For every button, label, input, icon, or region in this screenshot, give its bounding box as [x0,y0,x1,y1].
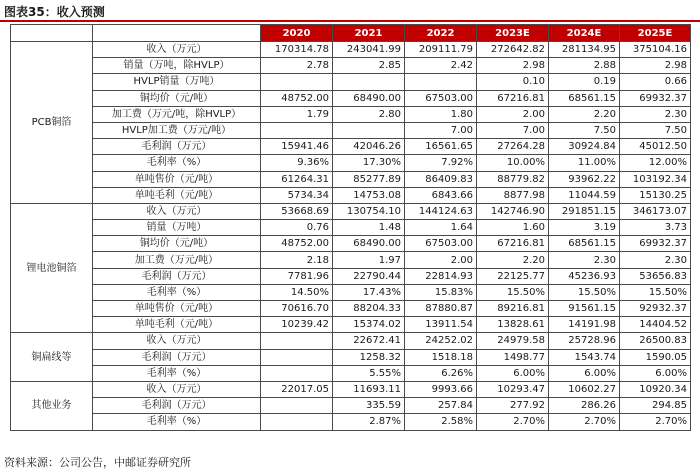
segment-label: 其他业务 [11,381,93,430]
value-cell: 26500.83 [620,333,691,349]
value-cell: 10293.47 [477,381,549,397]
value-cell: 91561.15 [549,301,620,317]
value-cell: 89216.81 [477,301,549,317]
value-cell: 6.00% [477,365,549,381]
column-header: 2021 [333,25,405,42]
value-cell: 24979.58 [477,333,549,349]
value-cell: 14.50% [261,284,333,300]
value-cell: 13911.54 [405,317,477,333]
value-cell: 103192.34 [620,171,691,187]
metric-label: 毛利润（万元） [93,139,261,155]
value-cell: 2.87% [333,414,405,430]
value-cell: 15.83% [405,284,477,300]
metric-label: 铜均价（元/吨） [93,236,261,252]
value-cell: 6843.66 [405,187,477,203]
column-header: 2025E [620,25,691,42]
value-cell: 10.00% [477,155,549,171]
value-cell: 86409.83 [405,171,477,187]
value-cell: 3.73 [620,220,691,236]
table-row [11,220,691,236]
value-cell: 67216.81 [477,236,549,252]
metric-label: 毛利率（%） [93,365,261,381]
metric-label: 加工费（万元/吨） [93,252,261,268]
value-cell: 14753.08 [333,187,405,203]
forecast-table [10,24,691,431]
header-row [11,25,691,42]
value-cell: 87880.87 [405,301,477,317]
value-cell: 142746.90 [477,203,549,219]
value-cell [261,365,333,381]
value-cell: 10239.42 [261,317,333,333]
value-cell: 7781.96 [261,268,333,284]
column-header: 2022 [405,25,477,42]
value-cell: 15941.46 [261,139,333,155]
table-row [11,414,691,430]
value-cell: 286.26 [549,398,620,414]
value-cell: 14191.98 [549,317,620,333]
value-cell: 2.78 [261,58,333,74]
value-cell: 48752.00 [261,236,333,252]
segment-label: 铜扁线等 [11,333,93,382]
value-cell: 88779.82 [477,171,549,187]
value-cell: 22790.44 [333,268,405,284]
value-cell: 45236.93 [549,268,620,284]
value-cell: 2.80 [333,106,405,122]
value-cell: 92932.37 [620,301,691,317]
value-cell: 1.80 [405,106,477,122]
value-cell: 2.98 [620,58,691,74]
value-cell: 2.70% [477,414,549,430]
metric-label: 毛利润（万元） [93,398,261,414]
value-cell: 15.50% [620,284,691,300]
metric-label: 毛利率（%） [93,414,261,430]
value-cell [333,74,405,90]
value-cell: 68561.15 [549,90,620,106]
metric-label: 销量（万吨，除HVLP） [93,58,261,74]
value-cell: 346173.07 [620,203,691,219]
figure-title: 图表35：收入预测 [4,5,105,19]
value-cell: 1.79 [261,106,333,122]
value-cell: 69932.37 [620,90,691,106]
value-cell: 7.50 [620,122,691,138]
value-cell: 22672.41 [333,333,405,349]
value-cell: 2.98 [477,58,549,74]
value-cell: 1.64 [405,220,477,236]
column-header: 2023E [477,25,549,42]
column-header: 2020 [261,25,333,42]
metric-label: HVLP加工费（万元/吨） [93,122,261,138]
value-cell: 11044.59 [549,187,620,203]
value-cell [261,333,333,349]
header-blank [93,25,261,42]
value-cell: 85277.89 [333,171,405,187]
table-row [11,365,691,381]
segment-label: PCB铜箔 [11,42,93,204]
value-cell: 45012.50 [620,139,691,155]
table-row [11,106,691,122]
value-cell: 15130.25 [620,187,691,203]
value-cell: 6.00% [620,365,691,381]
value-cell: 2.20 [477,252,549,268]
value-cell: 2.00 [477,106,549,122]
value-cell: 7.00 [405,122,477,138]
value-cell: 22814.93 [405,268,477,284]
source-note: 资料来源：公司公告，中邮证券研究所 [4,456,191,469]
value-cell: 144124.63 [405,203,477,219]
value-cell: 9.36% [261,155,333,171]
value-cell: 15.50% [477,284,549,300]
table-row [11,252,691,268]
value-cell: 48752.00 [261,90,333,106]
value-cell: 277.92 [477,398,549,414]
value-cell: 1543.74 [549,349,620,365]
metric-label: 加工费（万元/吨，除HVLP） [93,106,261,122]
value-cell: 22125.77 [477,268,549,284]
value-cell: 17.30% [333,155,405,171]
value-cell: 17.43% [333,284,405,300]
value-cell: 8877.98 [477,187,549,203]
value-cell: 1.97 [333,252,405,268]
table-row [11,381,691,397]
value-cell: 243041.99 [333,42,405,58]
value-cell: 68490.00 [333,90,405,106]
value-cell: 10920.34 [620,381,691,397]
table-row [11,203,691,219]
metric-label: 收入（万元） [93,381,261,397]
table-row [11,268,691,284]
value-cell: 1590.05 [620,349,691,365]
value-cell [405,74,477,90]
value-cell: 93962.22 [549,171,620,187]
value-cell: 281134.95 [549,42,620,58]
value-cell: 61264.31 [261,171,333,187]
metric-label: 毛利率（%） [93,155,261,171]
value-cell: 2.18 [261,252,333,268]
value-cell: 2.30 [549,252,620,268]
value-cell: 1.48 [333,220,405,236]
value-cell: 209111.79 [405,42,477,58]
value-cell: 0.66 [620,74,691,90]
value-cell [261,414,333,430]
metric-label: HVLP销量（万吨） [93,74,261,90]
table-row [11,171,691,187]
value-cell: 2.42 [405,58,477,74]
value-cell: 6.26% [405,365,477,381]
value-cell: 7.00 [477,122,549,138]
table-row [11,58,691,74]
value-cell: 69932.37 [620,236,691,252]
value-cell: 24252.02 [405,333,477,349]
metric-label: 单吨售价（元/吨） [93,301,261,317]
value-cell: 22017.05 [261,381,333,397]
value-cell: 6.00% [549,365,620,381]
metric-label: 单吨毛利（元/吨） [93,187,261,203]
value-cell [261,74,333,90]
value-cell: 11.00% [549,155,620,171]
table-row [11,236,691,252]
table-row [11,42,691,58]
value-cell: 42046.26 [333,139,405,155]
value-cell: 67503.00 [405,90,477,106]
metric-label: 单吨毛利（元/吨） [93,317,261,333]
metric-label: 毛利率（%） [93,284,261,300]
value-cell: 16561.65 [405,139,477,155]
value-cell: 13828.61 [477,317,549,333]
value-cell: 294.85 [620,398,691,414]
value-cell: 2.58% [405,414,477,430]
value-cell: 53668.69 [261,203,333,219]
value-cell: 27264.28 [477,139,549,155]
table-row [11,74,691,90]
value-cell: 88204.33 [333,301,405,317]
value-cell: 53656.83 [620,268,691,284]
table-row [11,284,691,300]
value-cell: 272642.82 [477,42,549,58]
table-row [11,155,691,171]
table-row [11,398,691,414]
value-cell: 10602.27 [549,381,620,397]
value-cell: 68490.00 [333,236,405,252]
table-row [11,90,691,106]
value-cell: 11693.11 [333,381,405,397]
value-cell: 15374.02 [333,317,405,333]
table-row [11,122,691,138]
table-row [11,187,691,203]
metric-label: 销量（万吨） [93,220,261,236]
value-cell: 291851.15 [549,203,620,219]
value-cell: 70616.70 [261,301,333,317]
segment-label: 锂电池铜箔 [11,203,93,333]
value-cell: 12.00% [620,155,691,171]
value-cell: 335.59 [333,398,405,414]
metric-label: 单吨售价（元/吨） [93,171,261,187]
value-cell: 2.00 [405,252,477,268]
value-cell: 67216.81 [477,90,549,106]
table-row [11,139,691,155]
table-row [11,333,691,349]
value-cell: 7.92% [405,155,477,171]
value-cell: 1518.18 [405,349,477,365]
header-blank [11,25,93,42]
value-cell: 5.55% [333,365,405,381]
value-cell: 1498.77 [477,349,549,365]
value-cell: 0.19 [549,74,620,90]
value-cell: 2.88 [549,58,620,74]
value-cell [261,122,333,138]
column-header: 2024E [549,25,620,42]
value-cell: 257.84 [405,398,477,414]
metric-label: 毛利润（万元） [93,349,261,365]
value-cell: 1258.32 [333,349,405,365]
value-cell: 375104.16 [620,42,691,58]
value-cell: 30924.84 [549,139,620,155]
value-cell: 2.85 [333,58,405,74]
metric-label: 毛利润（万元） [93,268,261,284]
value-cell [261,349,333,365]
metric-label: 收入（万元） [93,203,261,219]
value-cell: 2.20 [549,106,620,122]
value-cell: 68561.15 [549,236,620,252]
value-cell: 170314.78 [261,42,333,58]
value-cell: 2.30 [620,106,691,122]
value-cell: 2.70% [620,414,691,430]
value-cell: 9993.66 [405,381,477,397]
table-row [11,349,691,365]
value-cell: 2.70% [549,414,620,430]
value-cell [261,398,333,414]
value-cell: 2.30 [620,252,691,268]
value-cell: 0.10 [477,74,549,90]
title-bar [0,0,700,22]
metric-label: 铜均价（元/吨） [93,90,261,106]
table-row [11,317,691,333]
value-cell: 67503.00 [405,236,477,252]
value-cell: 3.19 [549,220,620,236]
value-cell: 7.50 [549,122,620,138]
value-cell: 25728.96 [549,333,620,349]
value-cell: 0.76 [261,220,333,236]
value-cell: 1.60 [477,220,549,236]
value-cell: 5734.34 [261,187,333,203]
value-cell: 130754.10 [333,203,405,219]
table-row [11,301,691,317]
value-cell: 14404.52 [620,317,691,333]
metric-label: 收入（万元） [93,333,261,349]
metric-label: 收入（万元） [93,42,261,58]
value-cell: 15.50% [549,284,620,300]
value-cell [333,122,405,138]
table-body [11,42,691,431]
